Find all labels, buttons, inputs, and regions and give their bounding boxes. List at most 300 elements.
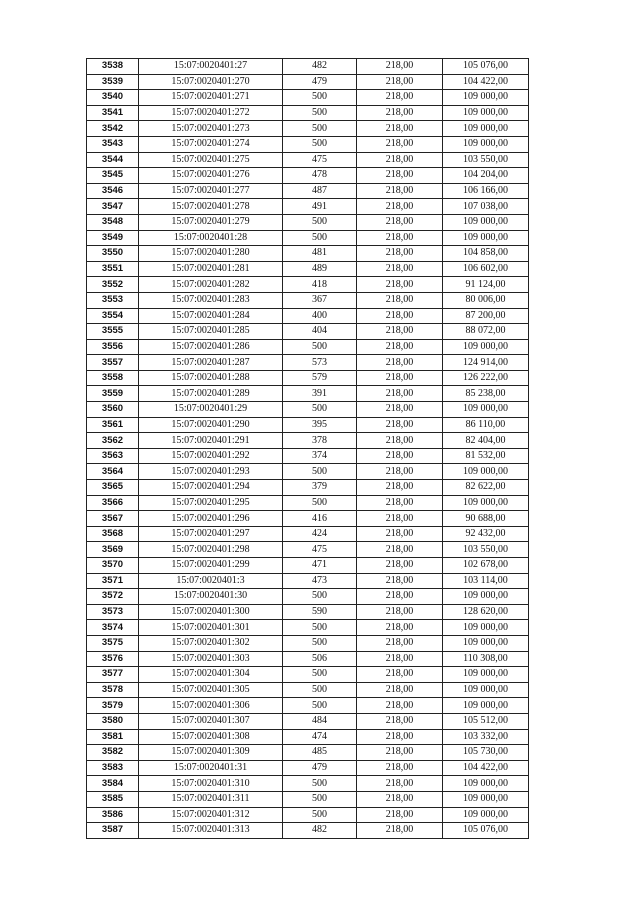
area-cell: 367 [283,292,357,308]
cadastral-number-cell: 15:07:0020401:293 [139,464,283,480]
table-row [87,74,529,90]
area-cell: 481 [283,246,357,262]
cadastral-number-cell: 15:07:0020401:292 [139,448,283,464]
area-cell: 590 [283,604,357,620]
amount-cell: 102 678,00 [443,558,529,574]
amount-cell: 128 620,00 [443,604,529,620]
row-number-cell: 3550 [87,246,139,262]
table-row [87,386,529,402]
cadastral-number-cell: 15:07:0020401:304 [139,667,283,683]
area-cell: 482 [283,823,357,839]
amount-cell: 109 000,00 [443,495,529,511]
table-row [87,59,529,75]
cadastral-number-cell: 15:07:0020401:297 [139,526,283,542]
rate-cell: 218,00 [357,604,443,620]
area-cell: 506 [283,651,357,667]
rate-cell: 218,00 [357,168,443,184]
amount-cell: 105 076,00 [443,823,529,839]
row-number-cell: 3570 [87,558,139,574]
table-row [87,105,529,121]
table-row [87,370,529,386]
area-cell: 471 [283,558,357,574]
table-row [87,417,529,433]
rate-cell: 218,00 [357,807,443,823]
table-row [87,183,529,199]
area-cell: 418 [283,277,357,293]
rate-cell: 218,00 [357,214,443,230]
amount-cell: 91 124,00 [443,277,529,293]
area-cell: 475 [283,152,357,168]
area-cell: 404 [283,324,357,340]
table-row [87,745,529,761]
area-cell: 478 [283,168,357,184]
row-number-cell: 3577 [87,667,139,683]
table-row [87,448,529,464]
cadastral-number-cell: 15:07:0020401:286 [139,339,283,355]
area-cell: 475 [283,542,357,558]
table-row [87,729,529,745]
table-row [87,402,529,418]
table-row [87,168,529,184]
area-cell: 500 [283,620,357,636]
amount-cell: 103 550,00 [443,152,529,168]
row-number-cell: 3573 [87,604,139,620]
area-cell: 500 [283,635,357,651]
amount-cell: 109 000,00 [443,635,529,651]
rate-cell: 218,00 [357,480,443,496]
cadastral-number-cell: 15:07:0020401:312 [139,807,283,823]
row-number-cell: 3585 [87,791,139,807]
area-cell: 379 [283,480,357,496]
area-cell: 378 [283,433,357,449]
area-cell: 500 [283,807,357,823]
area-cell: 482 [283,59,357,75]
row-number-cell: 3563 [87,448,139,464]
row-number-cell: 3560 [87,402,139,418]
amount-cell: 80 006,00 [443,292,529,308]
row-number-cell: 3575 [87,635,139,651]
rate-cell: 218,00 [357,324,443,340]
row-number-cell: 3541 [87,105,139,121]
amount-cell: 86 110,00 [443,417,529,433]
amount-cell: 92 432,00 [443,526,529,542]
cadastral-number-cell: 15:07:0020401:3 [139,573,283,589]
rate-cell: 218,00 [357,448,443,464]
amount-cell: 124 914,00 [443,355,529,371]
cadastral-number-cell: 15:07:0020401:285 [139,324,283,340]
row-number-cell: 3568 [87,526,139,542]
table-row [87,807,529,823]
area-cell: 391 [283,386,357,402]
amount-cell: 109 000,00 [443,464,529,480]
table-row [87,667,529,683]
row-number-cell: 3549 [87,230,139,246]
row-number-cell: 3539 [87,74,139,90]
row-number-cell: 3545 [87,168,139,184]
cadastral-number-cell: 15:07:0020401:271 [139,90,283,106]
area-cell: 491 [283,199,357,215]
amount-cell: 126 222,00 [443,370,529,386]
cadastral-number-cell: 15:07:0020401:302 [139,635,283,651]
rate-cell: 218,00 [357,355,443,371]
area-cell: 500 [283,105,357,121]
area-cell: 479 [283,760,357,776]
area-cell: 500 [283,698,357,714]
area-cell: 500 [283,214,357,230]
rate-cell: 218,00 [357,776,443,792]
cadastral-number-cell: 15:07:0020401:283 [139,292,283,308]
cadastral-number-cell: 15:07:0020401:29 [139,402,283,418]
cadastral-number-cell: 15:07:0020401:279 [139,214,283,230]
rate-cell: 218,00 [357,558,443,574]
area-cell: 500 [283,402,357,418]
rate-cell: 218,00 [357,713,443,729]
row-number-cell: 3558 [87,370,139,386]
row-number-cell: 3583 [87,760,139,776]
rate-cell: 218,00 [357,261,443,277]
table-row [87,121,529,137]
land-plots-table [86,58,529,839]
rate-cell: 218,00 [357,620,443,636]
table-row [87,277,529,293]
cadastral-number-cell: 15:07:0020401:291 [139,433,283,449]
cadastral-number-cell: 15:07:0020401:287 [139,355,283,371]
row-number-cell: 3572 [87,589,139,605]
area-cell: 500 [283,464,357,480]
row-number-cell: 3569 [87,542,139,558]
cadastral-number-cell: 15:07:0020401:300 [139,604,283,620]
row-number-cell: 3542 [87,121,139,137]
cadastral-number-cell: 15:07:0020401:282 [139,277,283,293]
amount-cell: 104 422,00 [443,760,529,776]
rate-cell: 218,00 [357,59,443,75]
amount-cell: 90 688,00 [443,511,529,527]
table-row [87,152,529,168]
row-number-cell: 3552 [87,277,139,293]
amount-cell: 109 000,00 [443,230,529,246]
rate-cell: 218,00 [357,386,443,402]
row-number-cell: 3586 [87,807,139,823]
table-row [87,324,529,340]
amount-cell: 109 000,00 [443,214,529,230]
row-number-cell: 3551 [87,261,139,277]
row-number-cell: 3587 [87,823,139,839]
area-cell: 473 [283,573,357,589]
cadastral-number-cell: 15:07:0020401:294 [139,480,283,496]
rate-cell: 218,00 [357,526,443,542]
rate-cell: 218,00 [357,823,443,839]
amount-cell: 109 000,00 [443,339,529,355]
cadastral-number-cell: 15:07:0020401:289 [139,386,283,402]
area-cell: 500 [283,667,357,683]
rate-cell: 218,00 [357,417,443,433]
amount-cell: 109 000,00 [443,791,529,807]
row-number-cell: 3571 [87,573,139,589]
cadastral-number-cell: 15:07:0020401:303 [139,651,283,667]
row-number-cell: 3566 [87,495,139,511]
rate-cell: 218,00 [357,495,443,511]
table-row [87,292,529,308]
cadastral-number-cell: 15:07:0020401:284 [139,308,283,324]
area-cell: 424 [283,526,357,542]
rate-cell: 218,00 [357,136,443,152]
cadastral-number-cell: 15:07:0020401:31 [139,760,283,776]
area-cell: 489 [283,261,357,277]
row-number-cell: 3557 [87,355,139,371]
rate-cell: 218,00 [357,729,443,745]
row-number-cell: 3540 [87,90,139,106]
cadastral-number-cell: 15:07:0020401:311 [139,791,283,807]
rate-cell: 218,00 [357,651,443,667]
area-cell: 374 [283,448,357,464]
rate-cell: 218,00 [357,698,443,714]
cadastral-number-cell: 15:07:0020401:296 [139,511,283,527]
table-row [87,464,529,480]
rate-cell: 218,00 [357,121,443,137]
amount-cell: 106 602,00 [443,261,529,277]
cadastral-number-cell: 15:07:0020401:288 [139,370,283,386]
cadastral-number-cell: 15:07:0020401:295 [139,495,283,511]
cadastral-number-cell: 15:07:0020401:307 [139,713,283,729]
cadastral-number-cell: 15:07:0020401:277 [139,183,283,199]
row-number-cell: 3561 [87,417,139,433]
rate-cell: 218,00 [357,370,443,386]
row-number-cell: 3554 [87,308,139,324]
amount-cell: 107 038,00 [443,199,529,215]
table-row [87,136,529,152]
area-cell: 474 [283,729,357,745]
cadastral-number-cell: 15:07:0020401:278 [139,199,283,215]
row-number-cell: 3579 [87,698,139,714]
amount-cell: 109 000,00 [443,807,529,823]
row-number-cell: 3544 [87,152,139,168]
cadastral-number-cell: 15:07:0020401:306 [139,698,283,714]
rate-cell: 218,00 [357,589,443,605]
rate-cell: 218,00 [357,402,443,418]
row-number-cell: 3546 [87,183,139,199]
amount-cell: 104 204,00 [443,168,529,184]
rate-cell: 218,00 [357,308,443,324]
amount-cell: 88 072,00 [443,324,529,340]
row-number-cell: 3556 [87,339,139,355]
cadastral-number-cell: 15:07:0020401:276 [139,168,283,184]
row-number-cell: 3576 [87,651,139,667]
rate-cell: 218,00 [357,464,443,480]
table-row [87,433,529,449]
row-number-cell: 3553 [87,292,139,308]
cadastral-number-cell: 15:07:0020401:301 [139,620,283,636]
area-cell: 500 [283,90,357,106]
cadastral-number-cell: 15:07:0020401:298 [139,542,283,558]
cadastral-number-cell: 15:07:0020401:274 [139,136,283,152]
table-row [87,791,529,807]
area-cell: 500 [283,791,357,807]
cadastral-number-cell: 15:07:0020401:281 [139,261,283,277]
table-row [87,573,529,589]
amount-cell: 109 000,00 [443,121,529,137]
rate-cell: 218,00 [357,199,443,215]
area-cell: 500 [283,495,357,511]
rate-cell: 218,00 [357,682,443,698]
amount-cell: 109 000,00 [443,136,529,152]
cadastral-number-cell: 15:07:0020401:308 [139,729,283,745]
table-row [87,339,529,355]
area-cell: 479 [283,74,357,90]
table-row [87,480,529,496]
rate-cell: 218,00 [357,760,443,776]
area-cell: 500 [283,136,357,152]
table-row [87,760,529,776]
area-cell: 500 [283,121,357,137]
amount-cell: 105 730,00 [443,745,529,761]
area-cell: 500 [283,682,357,698]
amount-cell: 105 512,00 [443,713,529,729]
rate-cell: 218,00 [357,791,443,807]
area-cell: 500 [283,776,357,792]
table-row [87,199,529,215]
area-cell: 487 [283,183,357,199]
table-row [87,230,529,246]
table-row [87,698,529,714]
amount-cell: 109 000,00 [443,402,529,418]
row-number-cell: 3578 [87,682,139,698]
cadastral-number-cell: 15:07:0020401:299 [139,558,283,574]
table-row [87,308,529,324]
row-number-cell: 3559 [87,386,139,402]
amount-cell: 109 000,00 [443,776,529,792]
amount-cell: 109 000,00 [443,682,529,698]
area-cell: 484 [283,713,357,729]
row-number-cell: 3543 [87,136,139,152]
cadastral-number-cell: 15:07:0020401:272 [139,105,283,121]
rate-cell: 218,00 [357,152,443,168]
rate-cell: 218,00 [357,745,443,761]
rate-cell: 218,00 [357,573,443,589]
rate-cell: 218,00 [357,292,443,308]
row-number-cell: 3567 [87,511,139,527]
row-number-cell: 3565 [87,480,139,496]
amount-cell: 104 422,00 [443,74,529,90]
area-cell: 416 [283,511,357,527]
amount-cell: 103 114,00 [443,573,529,589]
amount-cell: 105 076,00 [443,59,529,75]
table-row [87,558,529,574]
amount-cell: 87 200,00 [443,308,529,324]
rate-cell: 218,00 [357,90,443,106]
amount-cell: 82 404,00 [443,433,529,449]
rate-cell: 218,00 [357,105,443,121]
area-cell: 500 [283,230,357,246]
area-cell: 395 [283,417,357,433]
row-number-cell: 3582 [87,745,139,761]
rate-cell: 218,00 [357,542,443,558]
table-row [87,823,529,839]
table-row [87,214,529,230]
row-number-cell: 3538 [87,59,139,75]
table-row [87,246,529,262]
area-cell: 579 [283,370,357,386]
amount-cell: 109 000,00 [443,698,529,714]
amount-cell: 109 000,00 [443,589,529,605]
rate-cell: 218,00 [357,339,443,355]
table-row [87,355,529,371]
rate-cell: 218,00 [357,230,443,246]
amount-cell: 82 622,00 [443,480,529,496]
rate-cell: 218,00 [357,183,443,199]
table-row [87,495,529,511]
row-number-cell: 3584 [87,776,139,792]
rate-cell: 218,00 [357,635,443,651]
area-cell: 500 [283,589,357,605]
table-body [87,59,529,839]
table-row [87,511,529,527]
rate-cell: 218,00 [357,277,443,293]
cadastral-number-cell: 15:07:0020401:275 [139,152,283,168]
amount-cell: 106 166,00 [443,183,529,199]
table-row [87,589,529,605]
table-row [87,776,529,792]
table-row [87,90,529,106]
amount-cell: 109 000,00 [443,105,529,121]
amount-cell: 110 308,00 [443,651,529,667]
area-cell: 400 [283,308,357,324]
rate-cell: 218,00 [357,511,443,527]
row-number-cell: 3581 [87,729,139,745]
cadastral-number-cell: 15:07:0020401:27 [139,59,283,75]
area-cell: 573 [283,355,357,371]
row-number-cell: 3580 [87,713,139,729]
cadastral-number-cell: 15:07:0020401:310 [139,776,283,792]
amount-cell: 109 000,00 [443,90,529,106]
table-row [87,542,529,558]
amount-cell: 103 550,00 [443,542,529,558]
rate-cell: 218,00 [357,246,443,262]
amount-cell: 109 000,00 [443,620,529,636]
table-row [87,261,529,277]
row-number-cell: 3548 [87,214,139,230]
row-number-cell: 3547 [87,199,139,215]
table-row [87,604,529,620]
rate-cell: 218,00 [357,433,443,449]
row-number-cell: 3574 [87,620,139,636]
amount-cell: 81 532,00 [443,448,529,464]
amount-cell: 85 238,00 [443,386,529,402]
row-number-cell: 3564 [87,464,139,480]
amount-cell: 104 858,00 [443,246,529,262]
table-row [87,682,529,698]
cadastral-number-cell: 15:07:0020401:305 [139,682,283,698]
cadastral-number-cell: 15:07:0020401:309 [139,745,283,761]
cadastral-number-cell: 15:07:0020401:290 [139,417,283,433]
table-row [87,713,529,729]
amount-cell: 103 332,00 [443,729,529,745]
cadastral-number-cell: 15:07:0020401:270 [139,74,283,90]
row-number-cell: 3555 [87,324,139,340]
cadastral-number-cell: 15:07:0020401:273 [139,121,283,137]
table-row [87,651,529,667]
table-row [87,526,529,542]
cadastral-number-cell: 15:07:0020401:28 [139,230,283,246]
table-row [87,635,529,651]
cadastral-number-cell: 15:07:0020401:280 [139,246,283,262]
table-row [87,620,529,636]
cadastral-number-cell: 15:07:0020401:313 [139,823,283,839]
area-cell: 485 [283,745,357,761]
rate-cell: 218,00 [357,74,443,90]
row-number-cell: 3562 [87,433,139,449]
rate-cell: 218,00 [357,667,443,683]
area-cell: 500 [283,339,357,355]
